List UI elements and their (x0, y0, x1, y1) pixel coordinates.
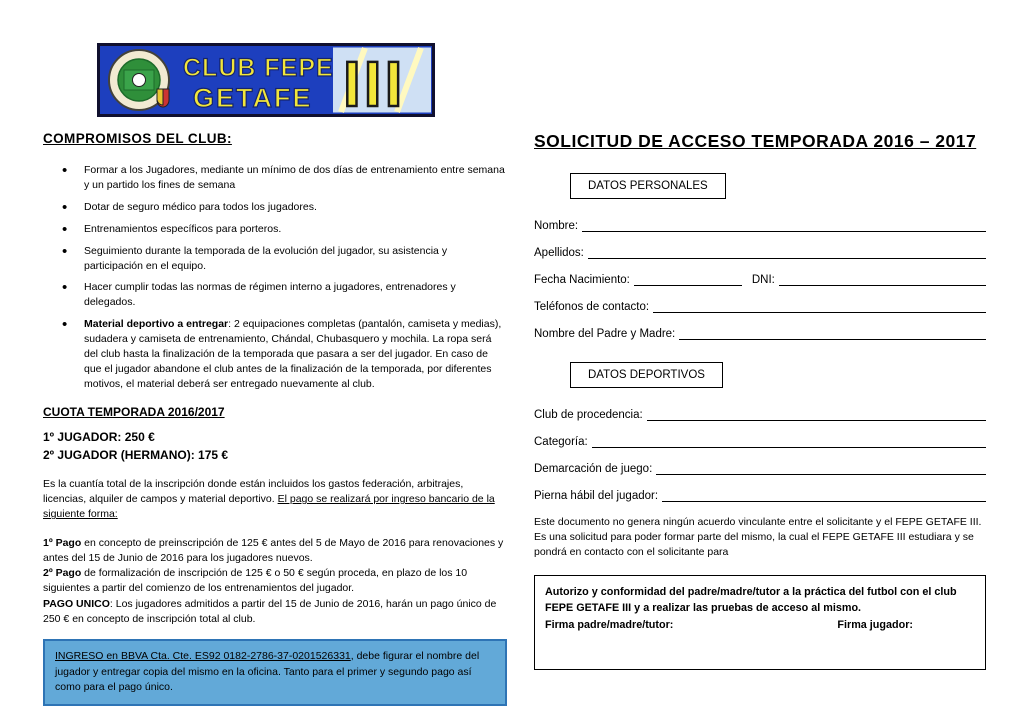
pago2-paragraph: 2º Pago de formalización de inscripción de 125 € o 50 € según proceda, en plazo de los 10 siguientes a partir del comienzo de los entrenamientos del jugador. (43, 567, 468, 595)
blank-line (679, 326, 986, 340)
signature-tutor-label: Firma padre/madre/tutor: (545, 619, 674, 632)
pago1-paragraph: 1º Pago en concepto de preinscripción de 125 € antes del 5 de Mayo de 2016 para renovaciones y antes del 15 de Junio de 2016 para los jugadores nuevos. (43, 536, 504, 564)
compromisos-heading: COMPROMISOS DEL CLUB: (43, 131, 232, 146)
field-label: DNI: (751, 274, 775, 286)
pago1-bold: 1º Pago (43, 536, 82, 549)
logo-roman-iii: III (343, 48, 406, 117)
section-datos-deportivos: DATOS DEPORTIVOS (570, 362, 723, 388)
sport-data-fields (534, 407, 986, 502)
pago2-bold: 2º Pago (43, 567, 82, 580)
field-nombre (534, 218, 986, 232)
section-datos-personales: DATOS PERSONALES (570, 173, 726, 199)
list-item: • Dotar de seguro médico para todos los jugadores. (60, 200, 507, 215)
pago-unico-paragraph: PAGO UNICO: Los jugadores admitidos a partir del 15 de Junio de 2016, harán un pago único de 250 € en concepto de inscripción total al club. (43, 597, 497, 625)
blank-line (592, 434, 986, 448)
bank-account-underlined: INGRESO en BBVA Cta. Cte. ES92 0182-2786-37-0201526331 (55, 649, 351, 662)
blank-line (647, 407, 986, 421)
signature-row (545, 617, 975, 633)
signature-player-label: Firma jugador: (837, 619, 913, 632)
cuota-heading: CUOTA TEMPORADA 2016/2017 (43, 404, 225, 419)
blank-line (656, 461, 986, 475)
field-label: Fecha Nacimiento: (534, 274, 630, 286)
list-item-material: • Material deportivo a entregar: 2 equipaciones completas (pantalón, camiseta y medias), sudadera y camiseta de entrenamiento, Chándal, Chubasquero y mochila. La ropa será del club hasta la finalización de la temporada que pasara a ser del jugador. En caso de que el jugador abandone el club antes de la finalización de la temporada, por diferentes motivos, el material deberá ser entregado nuevamente al club. (60, 317, 507, 392)
prices-block (43, 428, 507, 465)
list-item: • Seguimiento durante la temporada de la evolución del jugador, su asistencia y participación en el equipo. (60, 244, 507, 274)
blank-line (634, 272, 742, 286)
field-label: Pierna hábil del jugador: (534, 490, 659, 502)
left-column (43, 131, 507, 706)
payment-method-underlined: El pago se realizará por ingreso bancario de la siguiente forma: (43, 493, 495, 521)
field-label: Nombre: (534, 220, 579, 232)
blank-line (662, 488, 986, 502)
field-fecha-dni (534, 272, 986, 286)
club-commitments-list (60, 163, 507, 392)
non-binding-disclaimer: Este documento no genera ningún acuerdo vinculante entre el solicitante y el FEPE GETAFE III. Es una solicitud para poder formar parte del mismo, la cual el FEPE GETAFE III estudiara y se pondrá en contacto con el solicitante para (534, 516, 982, 559)
price-second-player: 2º JUGADOR (HERMANO): 175 € (43, 448, 229, 463)
club-logo-graphic (97, 43, 435, 117)
field-label: Demarcación de juego: (534, 463, 653, 475)
field-padres (534, 326, 986, 340)
field-label: Apellidos: (534, 247, 584, 259)
blank-line (588, 245, 986, 259)
personal-data-fields (534, 218, 986, 340)
pago-unico-bold: PAGO UNICO (43, 597, 110, 610)
field-telefonos (534, 299, 986, 313)
logo-line1: CLUB FEPE (183, 54, 334, 82)
field-label: Nombre del Padre y Madre: (534, 328, 676, 340)
logo-line2: GETAFE (193, 83, 313, 113)
payment-terms-block (43, 536, 507, 627)
field-demarcacion (534, 461, 986, 475)
blank-line (779, 272, 986, 286)
field-label: Club de procedencia: (534, 409, 643, 421)
list-item: • Hacer cumplir todas las normas de régimen interno a jugadores, entrenadores y delegados. (60, 280, 507, 310)
field-categoria (534, 434, 986, 448)
list-item: • Formar a los Jugadores, mediante un mínimo de dos días de entrenamiento entre semana y un partido los fines de semana (60, 163, 507, 193)
blank-line (582, 218, 986, 232)
price-first-player: 1º JUGADOR: 250 € (43, 429, 155, 444)
list-item: • Entrenamientos específicos para porteros. (60, 222, 507, 237)
field-label: Categoría: (534, 436, 588, 448)
material-bold: Material deportivo a entregar (84, 318, 229, 331)
field-club-procedencia (534, 407, 986, 421)
cuota-intro-paragraph: Es la cuantía total de la inscripción donde están incluidos los gastos federación, arbitrajes, licencias, alquiler de campos y material deportivo. El pago se realizará por ingreso bancario de la siguiente forma: (43, 477, 495, 521)
bank-transfer-info-box: INGRESO en BBVA Cta. Cte. ES92 0182-2786-37-0201526331, debe figurar el nombre del jugador y entregar copia del mismo en la oficina. Tanto para el primer y segundo pago así como para el pago único. (43, 639, 507, 706)
authorization-text: Autorizo y conformidad del padre/madre/tutor a la práctica del futbol con el club FEPE GETAFE III y a realizar las pruebas de acceso al mismo. (545, 585, 957, 614)
field-apellidos (534, 245, 986, 259)
club-logo (97, 43, 435, 117)
soccer-ball (133, 74, 146, 87)
blank-line (653, 299, 986, 313)
form-title: SOLICITUD DE ACCESO TEMPORADA 2016 – 2017 (534, 131, 977, 151)
field-label: Teléfonos de contacto: (534, 301, 650, 313)
right-column (534, 131, 986, 670)
authorization-box (534, 575, 986, 671)
field-pierna-habil (534, 488, 986, 502)
